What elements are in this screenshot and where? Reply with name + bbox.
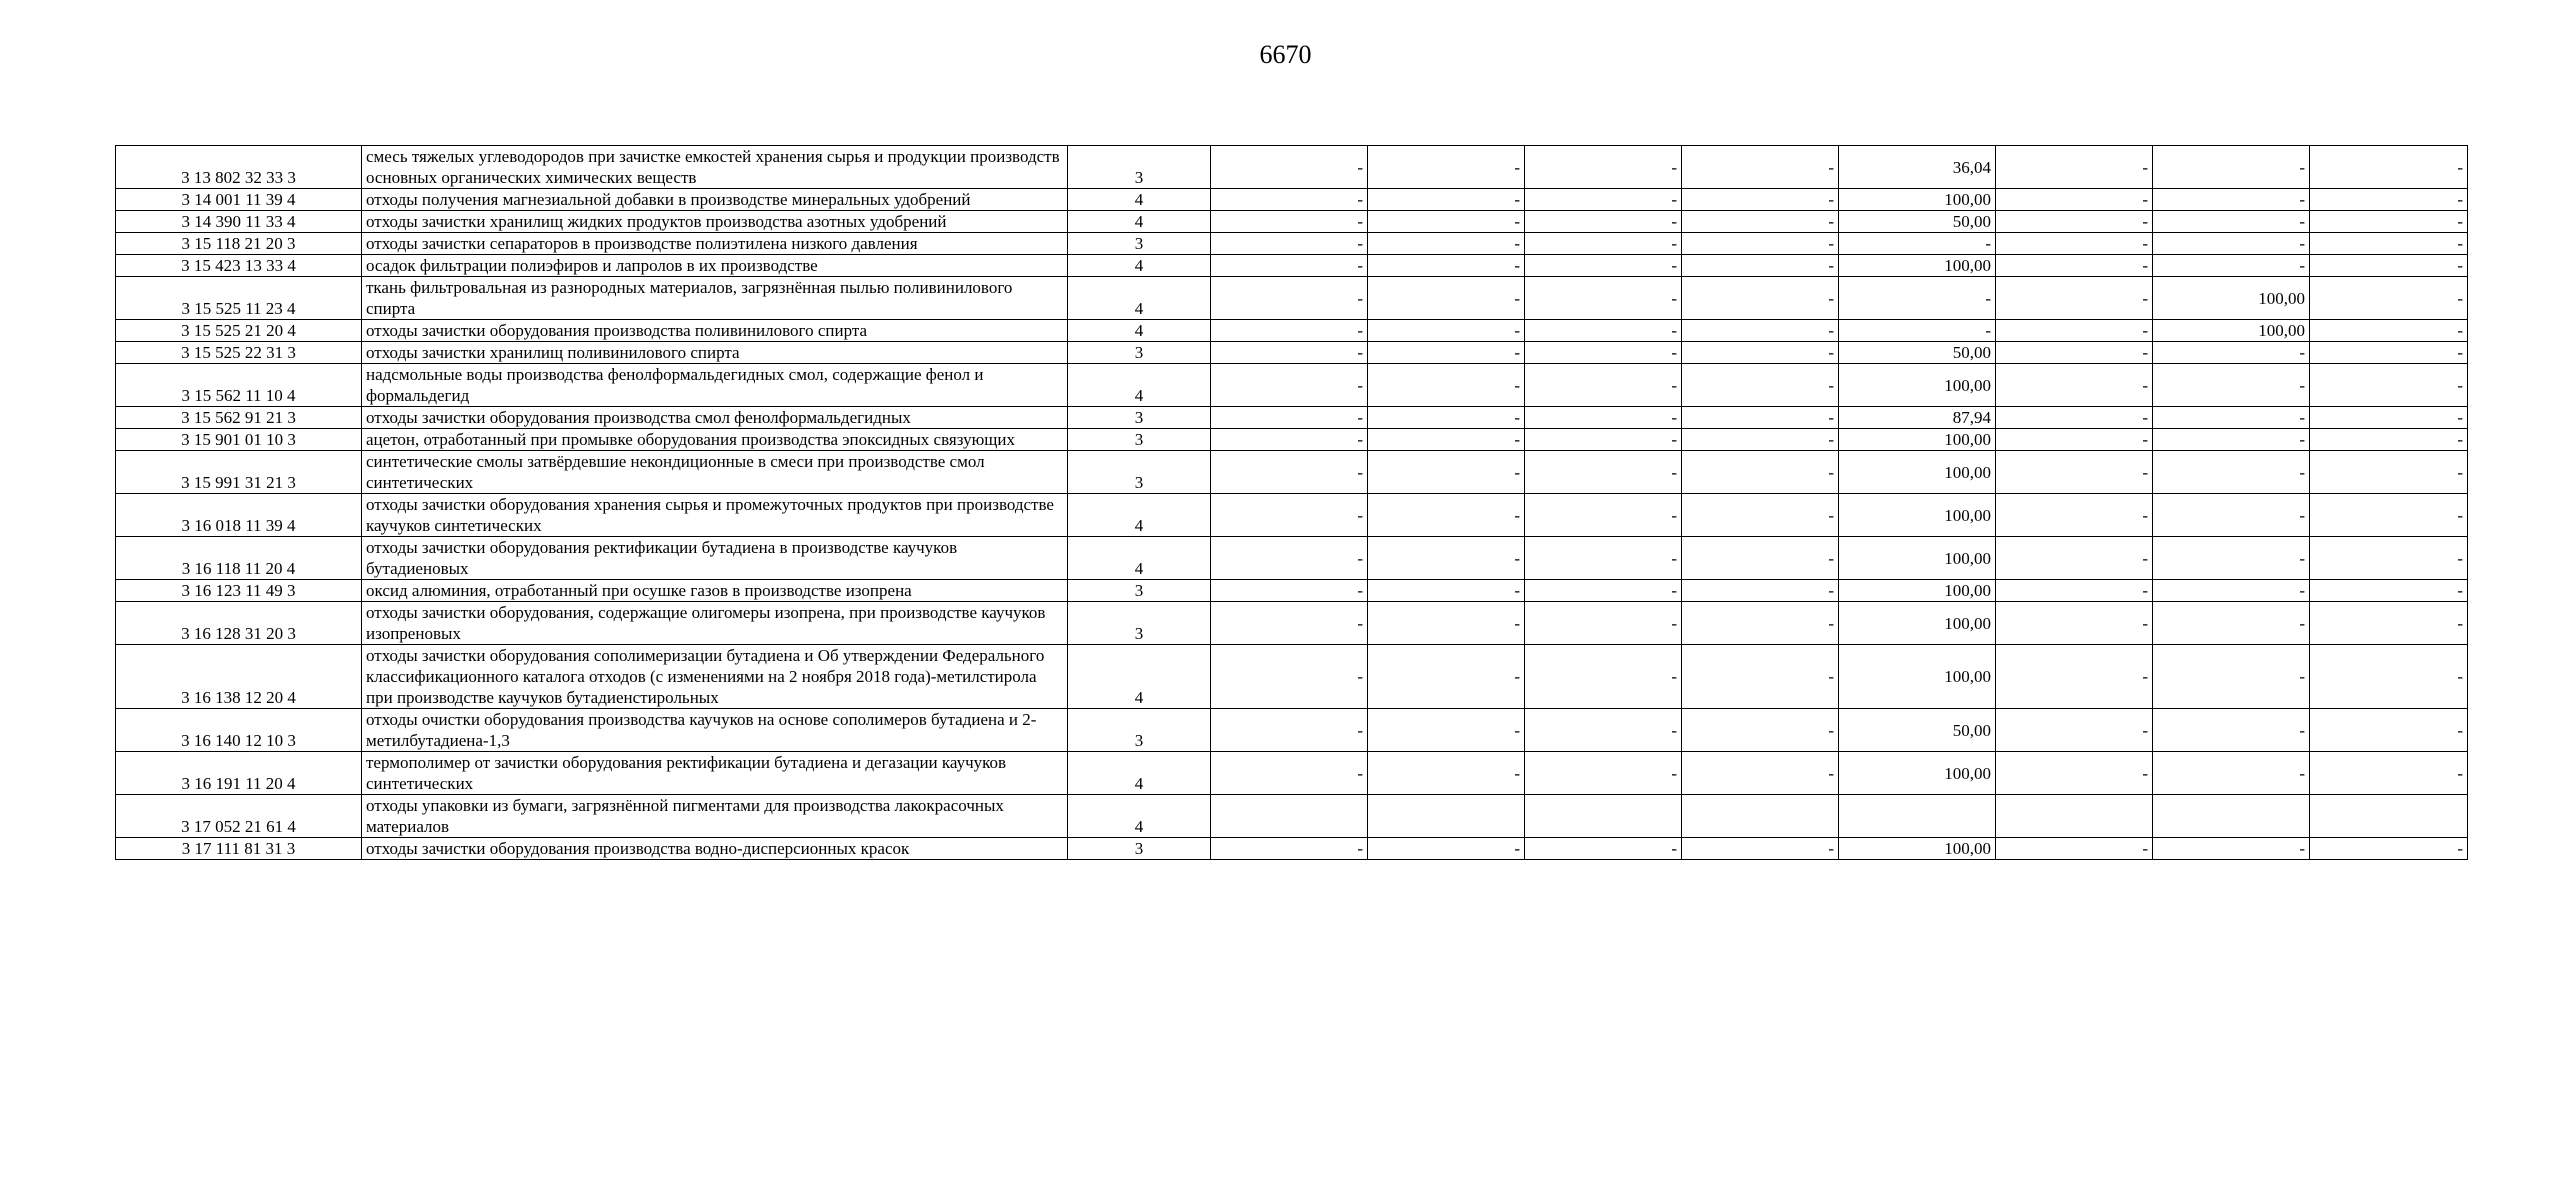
value-cell: - xyxy=(1682,211,1839,233)
value-cell xyxy=(1211,795,1368,838)
value-cell xyxy=(2153,795,2310,838)
waste-code-cell: 3 15 901 01 10 3 xyxy=(116,429,362,451)
value-cell: 50,00 xyxy=(1839,342,1996,364)
hazard-class-cell: 3 xyxy=(1068,146,1211,189)
waste-name-cell: отходы зачистки оборудования сополимеризации бутадиена и Об утверждении Федерального классификационного каталога отходов (с изменениями на 2 ноября 2018 года)-метилстирола при производстве каучуков бутадиенстирольных xyxy=(362,645,1068,709)
value-cell: - xyxy=(2153,255,2310,277)
hazard-class-cell: 3 xyxy=(1068,709,1211,752)
value-cell: - xyxy=(1368,752,1525,795)
waste-name-cell: осадок фильтрации полиэфиров и лапролов в их производстве xyxy=(362,255,1068,277)
value-cell: 100,00 xyxy=(1839,645,1996,709)
waste-name-cell: оксид алюминия, отработанный при осушке газов в производстве изопрена xyxy=(362,580,1068,602)
waste-name-cell: отходы зачистки хранилищ поливинилового спирта xyxy=(362,342,1068,364)
value-cell: - xyxy=(1996,320,2153,342)
hazard-class-cell: 4 xyxy=(1068,537,1211,580)
table-row xyxy=(116,580,2468,602)
table-row xyxy=(116,146,2468,189)
value-cell: - xyxy=(1996,233,2153,255)
hazard-class-cell: 3 xyxy=(1068,233,1211,255)
value-cell xyxy=(1368,795,1525,838)
waste-code-cell: 3 14 390 11 33 4 xyxy=(116,211,362,233)
hazard-class-cell: 4 xyxy=(1068,752,1211,795)
table-row xyxy=(116,537,2468,580)
value-cell: - xyxy=(1996,709,2153,752)
value-cell: - xyxy=(1368,537,1525,580)
value-cell: - xyxy=(1525,342,1682,364)
value-cell: - xyxy=(1996,407,2153,429)
value-cell: - xyxy=(1996,645,2153,709)
value-cell: - xyxy=(1525,146,1682,189)
value-cell: - xyxy=(1682,645,1839,709)
hazard-class-cell: 3 xyxy=(1068,580,1211,602)
value-cell: - xyxy=(1525,451,1682,494)
waste-code-cell: 3 16 138 12 20 4 xyxy=(116,645,362,709)
value-cell: - xyxy=(1682,709,1839,752)
value-cell: - xyxy=(1368,429,1525,451)
value-cell: - xyxy=(1368,342,1525,364)
waste-name-cell: отходы зачистки сепараторов в производстве полиэтилена низкого давления xyxy=(362,233,1068,255)
value-cell: - xyxy=(1525,709,1682,752)
value-cell: - xyxy=(1996,189,2153,211)
value-cell: - xyxy=(2310,709,2468,752)
table-row xyxy=(116,795,2468,838)
value-cell: - xyxy=(1368,602,1525,645)
value-cell: - xyxy=(1211,233,1368,255)
value-cell: - xyxy=(2153,407,2310,429)
value-cell: - xyxy=(1211,451,1368,494)
value-cell: - xyxy=(1368,233,1525,255)
waste-name-cell: термополимер от зачистки оборудования ректификации бутадиена и дегазации каучуков синтетических xyxy=(362,752,1068,795)
value-cell: - xyxy=(1682,255,1839,277)
waste-name-cell: ацетон, отработанный при промывке оборудования производства эпоксидных связующих xyxy=(362,429,1068,451)
value-cell: - xyxy=(1525,189,1682,211)
value-cell: - xyxy=(1368,494,1525,537)
value-cell: - xyxy=(1996,364,2153,407)
table-row xyxy=(116,602,2468,645)
value-cell: - xyxy=(1368,364,1525,407)
value-cell: - xyxy=(2153,580,2310,602)
value-cell: - xyxy=(1525,277,1682,320)
value-cell: - xyxy=(1368,146,1525,189)
value-cell: - xyxy=(1525,407,1682,429)
value-cell xyxy=(2310,795,2468,838)
hazard-class-cell: 3 xyxy=(1068,451,1211,494)
value-cell: - xyxy=(1682,277,1839,320)
value-cell: - xyxy=(1839,233,1996,255)
value-cell: - xyxy=(1368,277,1525,320)
value-cell: - xyxy=(1211,752,1368,795)
value-cell: - xyxy=(2310,211,2468,233)
table-row xyxy=(116,451,2468,494)
value-cell: - xyxy=(2310,146,2468,189)
waste-code-cell: 3 13 802 32 33 3 xyxy=(116,146,362,189)
hazard-class-cell: 4 xyxy=(1068,255,1211,277)
table-row xyxy=(116,320,2468,342)
value-cell: - xyxy=(1996,602,2153,645)
value-cell: - xyxy=(1211,364,1368,407)
hazard-class-cell: 4 xyxy=(1068,494,1211,537)
value-cell: - xyxy=(1211,838,1368,860)
value-cell: - xyxy=(1525,537,1682,580)
value-cell: - xyxy=(1682,602,1839,645)
value-cell: - xyxy=(1525,429,1682,451)
value-cell: - xyxy=(1839,277,1996,320)
value-cell: - xyxy=(1525,580,1682,602)
value-cell: - xyxy=(1211,494,1368,537)
value-cell: - xyxy=(1839,320,1996,342)
value-cell: - xyxy=(2310,233,2468,255)
value-cell: 100,00 xyxy=(1839,838,1996,860)
value-cell: - xyxy=(1682,537,1839,580)
value-cell: - xyxy=(1996,494,2153,537)
value-cell: - xyxy=(1211,211,1368,233)
value-cell: - xyxy=(2310,602,2468,645)
value-cell: - xyxy=(1211,407,1368,429)
value-cell: - xyxy=(1525,645,1682,709)
table-row xyxy=(116,233,2468,255)
value-cell xyxy=(1839,795,1996,838)
value-cell: - xyxy=(1682,146,1839,189)
value-cell: - xyxy=(2153,211,2310,233)
value-cell: 100,00 xyxy=(1839,451,1996,494)
value-cell: - xyxy=(1525,602,1682,645)
hazard-class-cell: 4 xyxy=(1068,320,1211,342)
hazard-class-cell: 4 xyxy=(1068,277,1211,320)
value-cell: 87,94 xyxy=(1839,407,1996,429)
waste-name-cell: отходы зачистки оборудования ректификации бутадиена в производстве каучуков бутадиеновых xyxy=(362,537,1068,580)
value-cell: - xyxy=(2310,189,2468,211)
value-cell xyxy=(1525,795,1682,838)
value-cell: - xyxy=(1996,451,2153,494)
value-cell: - xyxy=(2153,752,2310,795)
table-row xyxy=(116,211,2468,233)
value-cell: 50,00 xyxy=(1839,211,1996,233)
value-cell: - xyxy=(1368,580,1525,602)
value-cell: - xyxy=(2153,146,2310,189)
table-row xyxy=(116,407,2468,429)
value-cell: - xyxy=(2153,709,2310,752)
value-cell: - xyxy=(1996,277,2153,320)
value-cell: 100,00 xyxy=(1839,364,1996,407)
waste-code-cell: 3 17 111 81 31 3 xyxy=(116,838,362,860)
value-cell: - xyxy=(1368,709,1525,752)
value-cell: - xyxy=(1368,211,1525,233)
value-cell: - xyxy=(1525,255,1682,277)
hazard-class-cell: 4 xyxy=(1068,189,1211,211)
value-cell: - xyxy=(1525,752,1682,795)
value-cell: - xyxy=(1211,709,1368,752)
value-cell: - xyxy=(2153,645,2310,709)
value-cell: - xyxy=(1682,494,1839,537)
waste-name-cell: отходы зачистки оборудования хранения сырья и промежуточных продуктов при производстве каучуков синтетических xyxy=(362,494,1068,537)
value-cell: - xyxy=(1682,752,1839,795)
value-cell: - xyxy=(1682,364,1839,407)
value-cell: - xyxy=(2153,364,2310,407)
hazard-class-cell: 3 xyxy=(1068,602,1211,645)
value-cell: - xyxy=(2310,645,2468,709)
value-cell: - xyxy=(2153,189,2310,211)
value-cell: - xyxy=(1996,752,2153,795)
table-row xyxy=(116,277,2468,320)
value-cell: 100,00 xyxy=(1839,537,1996,580)
value-cell: - xyxy=(1211,255,1368,277)
value-cell: - xyxy=(2153,602,2310,645)
waste-code-cell: 3 15 525 21 20 4 xyxy=(116,320,362,342)
value-cell: - xyxy=(2153,233,2310,255)
table-row xyxy=(116,838,2468,860)
waste-code-cell: 3 15 562 11 10 4 xyxy=(116,364,362,407)
value-cell: - xyxy=(1211,320,1368,342)
value-cell: - xyxy=(1525,494,1682,537)
value-cell: - xyxy=(2310,580,2468,602)
value-cell: - xyxy=(1996,255,2153,277)
value-cell: - xyxy=(1211,146,1368,189)
hazard-class-cell: 3 xyxy=(1068,407,1211,429)
waste-code-cell: 3 16 140 12 10 3 xyxy=(116,709,362,752)
hazard-class-cell: 3 xyxy=(1068,342,1211,364)
waste-name-cell: отходы получения магнезиальной добавки в производстве минеральных удобрений xyxy=(362,189,1068,211)
value-cell: - xyxy=(1368,255,1525,277)
waste-name-cell: ткань фильтровальная из разнородных материалов, загрязнённая пылью поливинилового спирта xyxy=(362,277,1068,320)
waste-code-cell: 3 16 128 31 20 3 xyxy=(116,602,362,645)
table-body xyxy=(116,146,2468,860)
value-cell: - xyxy=(1682,580,1839,602)
table-row xyxy=(116,645,2468,709)
hazard-class-cell: 4 xyxy=(1068,211,1211,233)
value-cell: - xyxy=(2153,494,2310,537)
value-cell: 100,00 xyxy=(2153,277,2310,320)
value-cell: - xyxy=(1525,233,1682,255)
waste-code-cell: 3 16 123 11 49 3 xyxy=(116,580,362,602)
value-cell: - xyxy=(1211,189,1368,211)
value-cell xyxy=(1996,795,2153,838)
value-cell: - xyxy=(2310,451,2468,494)
hazard-class-cell: 4 xyxy=(1068,364,1211,407)
value-cell: - xyxy=(2153,342,2310,364)
table-row xyxy=(116,494,2468,537)
value-cell: - xyxy=(1368,189,1525,211)
value-cell: - xyxy=(2310,494,2468,537)
table-row xyxy=(116,429,2468,451)
value-cell: - xyxy=(1682,407,1839,429)
value-cell: - xyxy=(2310,537,2468,580)
value-cell: - xyxy=(1682,189,1839,211)
value-cell: - xyxy=(1368,838,1525,860)
value-cell: - xyxy=(1525,320,1682,342)
value-cell: - xyxy=(1211,429,1368,451)
value-cell: - xyxy=(1211,602,1368,645)
value-cell: - xyxy=(2310,838,2468,860)
value-cell: - xyxy=(2153,451,2310,494)
waste-name-cell: отходы зачистки хранилищ жидких продуктов производства азотных удобрений xyxy=(362,211,1068,233)
waste-name-cell: отходы зачистки оборудования производства смол фенолформальдегидных xyxy=(362,407,1068,429)
waste-code-cell: 3 15 423 13 33 4 xyxy=(116,255,362,277)
value-cell: - xyxy=(2310,364,2468,407)
value-cell: - xyxy=(1368,407,1525,429)
value-cell xyxy=(1682,795,1839,838)
table-row xyxy=(116,189,2468,211)
value-cell: - xyxy=(1996,342,2153,364)
value-cell: 50,00 xyxy=(1839,709,1996,752)
hazard-class-cell: 4 xyxy=(1068,795,1211,838)
value-cell: - xyxy=(2310,320,2468,342)
value-cell: - xyxy=(2310,342,2468,364)
value-cell: - xyxy=(1682,451,1839,494)
value-cell: - xyxy=(2310,255,2468,277)
value-cell: - xyxy=(1996,146,2153,189)
value-cell: - xyxy=(1682,320,1839,342)
value-cell: - xyxy=(1211,277,1368,320)
value-cell: 100,00 xyxy=(1839,189,1996,211)
waste-code-cell: 3 16 018 11 39 4 xyxy=(116,494,362,537)
value-cell: 100,00 xyxy=(2153,320,2310,342)
value-cell: - xyxy=(1368,451,1525,494)
table-row xyxy=(116,364,2468,407)
value-cell: - xyxy=(1996,211,2153,233)
value-cell: - xyxy=(1525,364,1682,407)
table-row xyxy=(116,709,2468,752)
hazard-class-cell: 4 xyxy=(1068,645,1211,709)
value-cell: - xyxy=(1211,580,1368,602)
waste-code-cell: 3 14 001 11 39 4 xyxy=(116,189,362,211)
value-cell: - xyxy=(1682,838,1839,860)
value-cell: - xyxy=(1368,320,1525,342)
waste-code-cell: 3 15 562 91 21 3 xyxy=(116,407,362,429)
value-cell: - xyxy=(2310,277,2468,320)
waste-name-cell: отходы зачистки оборудования, содержащие олигомеры изопрена, при производстве каучуков изопреновых xyxy=(362,602,1068,645)
value-cell: - xyxy=(1996,429,2153,451)
value-cell: - xyxy=(2310,429,2468,451)
value-cell: - xyxy=(1996,580,2153,602)
waste-code-cell: 3 15 118 21 20 3 xyxy=(116,233,362,255)
waste-code-cell: 3 16 118 11 20 4 xyxy=(116,537,362,580)
table-row xyxy=(116,752,2468,795)
value-cell: - xyxy=(1525,838,1682,860)
waste-code-cell: 3 15 991 31 21 3 xyxy=(116,451,362,494)
page-number: 6670 xyxy=(1259,40,1312,69)
table-row xyxy=(116,342,2468,364)
waste-name-cell: отходы очистки оборудования производства каучуков на основе сополимеров бутадиена и 2-метилбутадиена-1,3 xyxy=(362,709,1068,752)
value-cell: - xyxy=(1682,429,1839,451)
value-cell: - xyxy=(2153,838,2310,860)
hazard-class-cell: 3 xyxy=(1068,838,1211,860)
value-cell: 100,00 xyxy=(1839,752,1996,795)
value-cell: 100,00 xyxy=(1839,602,1996,645)
value-cell: - xyxy=(2310,407,2468,429)
waste-name-cell: отходы зачистки оборудования производства водно-дисперсионных красок xyxy=(362,838,1068,860)
waste-name-cell: отходы упаковки из бумаги, загрязнённой пигментами для производства лакокрасочных материалов xyxy=(362,795,1068,838)
value-cell: - xyxy=(1211,537,1368,580)
value-cell: - xyxy=(1996,537,2153,580)
waste-code-cell: 3 15 525 22 31 3 xyxy=(116,342,362,364)
waste-name-cell: отходы зачистки оборудования производства поливинилового спирта xyxy=(362,320,1068,342)
value-cell: - xyxy=(1211,645,1368,709)
waste-name-cell: смесь тяжелых углеводородов при зачистке емкостей хранения сырья и продукции производств основных органических химических веществ xyxy=(362,146,1068,189)
hazard-class-cell: 3 xyxy=(1068,429,1211,451)
value-cell: 100,00 xyxy=(1839,494,1996,537)
value-cell: - xyxy=(2153,429,2310,451)
value-cell: - xyxy=(1211,342,1368,364)
value-cell: - xyxy=(1682,233,1839,255)
value-cell: - xyxy=(1996,838,2153,860)
value-cell: 100,00 xyxy=(1839,429,1996,451)
value-cell: - xyxy=(2310,752,2468,795)
value-cell: - xyxy=(1682,342,1839,364)
waste-name-cell: синтетические смолы затвёрдевшие некондиционные в смеси при производстве смол синтетических xyxy=(362,451,1068,494)
waste-code-cell: 3 17 052 21 61 4 xyxy=(116,795,362,838)
value-cell: 100,00 xyxy=(1839,580,1996,602)
value-cell: - xyxy=(1368,645,1525,709)
value-cell: - xyxy=(2153,537,2310,580)
value-cell: 36,04 xyxy=(1839,146,1996,189)
waste-name-cell: надсмольные воды производства фенолформальдегидных смол, содержащие фенол и формальдегид xyxy=(362,364,1068,407)
waste-code-cell: 3 16 191 11 20 4 xyxy=(116,752,362,795)
value-cell: 100,00 xyxy=(1839,255,1996,277)
waste-code-cell: 3 15 525 11 23 4 xyxy=(116,277,362,320)
waste-classification-table xyxy=(115,145,2468,860)
value-cell: - xyxy=(1525,211,1682,233)
table-row xyxy=(116,255,2468,277)
